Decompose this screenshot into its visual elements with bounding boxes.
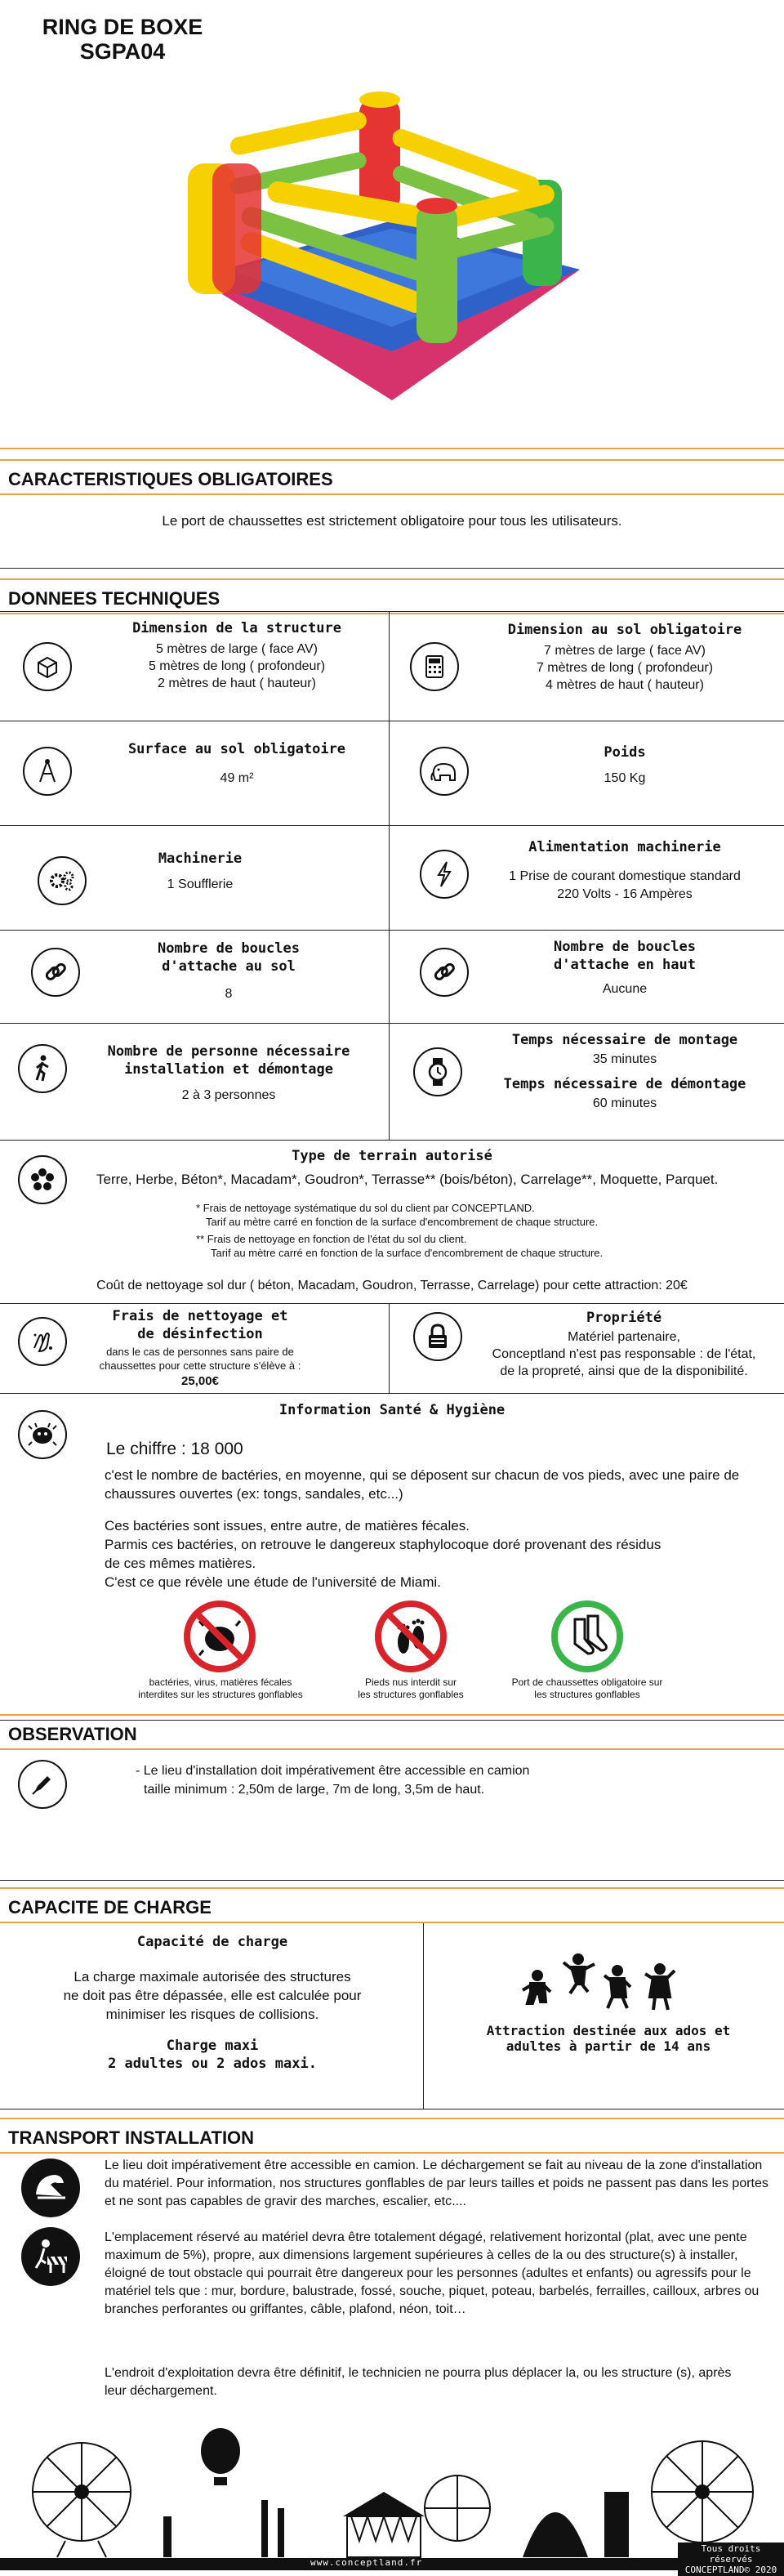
boxing-ring-image bbox=[180, 82, 588, 408]
caption-line: Port de chaussettes obligatoire sur bbox=[511, 1676, 663, 1688]
capacite-text: La charge maximale autorisée des structures bbox=[74, 1969, 351, 1984]
padlock-icon bbox=[413, 1312, 462, 1361]
sante-title: Information Santé & Hygiène bbox=[278, 1402, 506, 1418]
boucles-sol-value: 8 bbox=[225, 987, 233, 1001]
poids-value: 150 Kg bbox=[604, 771, 646, 785]
section-caracteristiques: CARACTERISTIQUES OBLIGATOIRES bbox=[0, 459, 784, 495]
dim-sol-line: 7 mètres de large ( face AV) bbox=[543, 644, 706, 658]
dim-structure-label: Dimension de la structure bbox=[132, 620, 341, 636]
transport-paragraph: L'endroit d'exploitation devra être définitif, le technicien ne pourra plus déplacer la, ou les structure (s), après leur déchargement. bbox=[105, 2366, 732, 2398]
chain-link-icon bbox=[31, 948, 80, 997]
observation-line: taille minimum : 2,50m de large, 7m de long, 3,5m de haut. bbox=[144, 1783, 485, 1797]
lightning-icon bbox=[420, 850, 469, 899]
personnes-value: 2 à 3 personnes bbox=[181, 1088, 276, 1102]
boucles-sol-label: Nombre de boucles bbox=[158, 940, 300, 957]
machinerie-cell bbox=[90, 850, 310, 894]
transport-paragraph: Le lieu doit impérativement être accessible en camion. Le déchargement se fait au niveau de la zone d'installation du matériel. Pour information, nos structures gonflables de par leurs tailles et poids ne passent pas dans les portes et ne sont pas capables de gravir des marches, escalier, etc.... bbox=[105, 2159, 768, 2208]
transport-obstacle-icon bbox=[21, 2227, 80, 2286]
poids-label: Poids bbox=[604, 744, 646, 761]
capacite-text: minimiser les risques de collisions. bbox=[105, 2007, 319, 2022]
dim-structure-line: 5 mètres de long ( profondeur) bbox=[148, 659, 326, 673]
surface-cell bbox=[90, 740, 384, 788]
machinerie-value: 1 Soufflerie bbox=[167, 877, 234, 891]
footer-site: www.conceptland.fr bbox=[310, 2557, 423, 2568]
bacteria-icon bbox=[18, 1410, 67, 1459]
observation-line: - Le lieu d'installation doit impérativement être accessible en camion bbox=[136, 1764, 530, 1778]
propriete-label: Propriété bbox=[586, 1310, 662, 1326]
section-donnees: DONNEES TECHNIQUES bbox=[0, 578, 784, 614]
machinerie-label: Machinerie bbox=[158, 850, 243, 867]
attraction-line: Attraction destinée aux ados et bbox=[486, 2023, 731, 2038]
boucles-haut-label: d'attache en haut bbox=[554, 957, 696, 973]
montage-label: Temps nécessaire de montage bbox=[511, 1032, 738, 1048]
walking-person-icon bbox=[18, 1044, 67, 1093]
hands-washing-icon bbox=[18, 1317, 67, 1366]
boucles-sol-cell bbox=[90, 940, 368, 1003]
elephant-weight-icon bbox=[420, 747, 469, 796]
frais-text: chaussettes pour cette structure s'élève à : bbox=[99, 1359, 301, 1372]
sante-line: de ces mêmes matières. bbox=[105, 1556, 256, 1571]
capacite-cell bbox=[16, 1933, 408, 2073]
frais-text: dans le cas de personnes sans paire de bbox=[106, 1346, 294, 1358]
terrain-list: Terre, Herbe, Béton*, Macadam*, Goudron*, Terrasse** (bois/béton), Carrelage**, Moquette, Parquet. bbox=[96, 1172, 719, 1187]
demontage-label: Temps nécessaire de démontage bbox=[503, 1076, 746, 1092]
personnes-label: installation et démontage bbox=[124, 1061, 333, 1078]
capacite-label: Capacité de charge bbox=[136, 1934, 288, 1950]
no-bacteria-sign-icon bbox=[183, 1600, 256, 1677]
section-capacite: CAPACITE DE CHARGE bbox=[0, 1887, 784, 1923]
capacite-maxi: Charge maxi bbox=[166, 2038, 259, 2054]
sante-icon-caption bbox=[489, 1676, 685, 1701]
gears-icon bbox=[38, 856, 87, 905]
row-divider bbox=[0, 930, 784, 931]
tech-divider bbox=[389, 611, 390, 1141]
caption-line: Pieds nus interdit sur bbox=[364, 1676, 457, 1688]
footer-rights-line: Tous droits réservés bbox=[701, 2543, 761, 2565]
demontage-value: 60 minutes bbox=[592, 1096, 657, 1110]
personnes-cell bbox=[82, 1042, 376, 1105]
watch-icon bbox=[413, 1047, 462, 1096]
row-divider bbox=[0, 825, 784, 826]
terrain-label: Type de terrain autorisé bbox=[292, 1148, 492, 1164]
socks-required-sign-icon bbox=[550, 1600, 624, 1677]
dim-structure-line: 5 mètres de large ( face AV) bbox=[155, 642, 318, 656]
boucles-haut-cell bbox=[474, 938, 776, 998]
frais-value: 25,00€ bbox=[181, 1374, 219, 1388]
sante-icon-caption bbox=[313, 1676, 509, 1701]
no-barefoot-sign-icon bbox=[374, 1600, 448, 1677]
alimentation-cell bbox=[474, 838, 776, 904]
sante-line: Parmis ces bactéries, on retrouve le dangereux staphylocoque doré provenant des résidus bbox=[105, 1537, 662, 1552]
chain-link-icon bbox=[420, 948, 469, 997]
boucles-sol-label: d'attache au sol bbox=[162, 958, 296, 975]
dim-sol-label: Dimension au sol obligatoire bbox=[507, 622, 742, 638]
surface-value: 49 m² bbox=[220, 771, 254, 785]
attraction-text bbox=[441, 2023, 776, 2054]
frais-divider bbox=[389, 1304, 390, 1394]
footer bbox=[0, 2418, 784, 2575]
propriete-text: de la propreté, ainsi que de la disponibilité. bbox=[500, 1364, 748, 1378]
sante-icon-caption bbox=[122, 1676, 318, 1701]
caracteristiques-text: Le port de chaussettes est strictement obligatoire pour tous les utilisateurs. bbox=[162, 513, 622, 529]
frais-label: Frais de nettoyage et bbox=[112, 1308, 288, 1324]
montage-cell bbox=[474, 1031, 776, 1113]
footer-rights-line: CONCEPTLAND© 2020 bbox=[684, 2565, 777, 2575]
calculator-icon bbox=[410, 642, 459, 691]
transport-person-icon bbox=[21, 2159, 80, 2217]
dim-sol-cell bbox=[474, 621, 776, 694]
dim-structure-cell bbox=[90, 619, 384, 692]
surface-label: Surface au sol obligatoire bbox=[127, 741, 346, 757]
pen-icon bbox=[18, 1760, 67, 1809]
caracteristiques-box bbox=[0, 495, 784, 569]
capacite-text: ne doit pas être dépassée, elle est calculée pour bbox=[63, 1988, 362, 2003]
dim-structure-line: 2 mètres de haut ( hauteur) bbox=[158, 676, 316, 690]
row-divider bbox=[0, 1023, 784, 1024]
propriete-text: Matériel partenaire, bbox=[568, 1330, 680, 1344]
observation-text bbox=[136, 1761, 756, 1799]
dim-sol-line: 7 mètres de long ( profondeur) bbox=[536, 661, 714, 675]
capacite-divider bbox=[423, 1923, 424, 2109]
frais-cell bbox=[74, 1307, 327, 1388]
sante-paragraph: c'est le nombre de bactéries, en moyenne, qui se déposent sur chacun de vos pieds, avec une paire de chaussures ouvertes (ex: tongs, sandales, etc...) bbox=[105, 1467, 740, 1502]
caption-line: les structures gonflables bbox=[358, 1689, 464, 1700]
terrain-cell bbox=[0, 1147, 784, 1165]
personnes-label: Nombre de personne nécessaire bbox=[107, 1043, 350, 1060]
title-line2: SGPA04 bbox=[79, 39, 166, 64]
fairground-skyline-illustration bbox=[0, 2418, 784, 2570]
terrain-note: ** Frais de nettoyage en fonction de l'état du sol du client. bbox=[196, 1233, 467, 1245]
alimentation-line: 220 Volts - 16 Ampères bbox=[557, 887, 693, 901]
caption-line: interdites sur les structures gonflables bbox=[138, 1689, 303, 1700]
capacite-maxi: 2 adultes ou 2 ados maxi. bbox=[108, 2056, 317, 2072]
terrain-notes bbox=[196, 1201, 686, 1260]
dim-sol-line: 4 mètres de haut ( hauteur) bbox=[546, 678, 704, 692]
terrain-note: Tarif au mètre carré en fonction de la surface d'encombrement de chaque structure. bbox=[206, 1216, 599, 1228]
section-observation: OBSERVATION bbox=[0, 1714, 784, 1750]
footer-rights bbox=[678, 2543, 784, 2576]
frais-label: de désinfection bbox=[137, 1326, 263, 1342]
terrain-cout: Coût de nettoyage sol dur ( béton, Macadam, Goudron, Terrasse, Carrelage) pour cette attraction: 20€ bbox=[96, 1279, 688, 1292]
caption-line: les structures gonflables bbox=[534, 1689, 640, 1700]
alimentation-line: 1 Prise de courant domestique standard bbox=[509, 869, 741, 883]
poids-cell bbox=[474, 743, 776, 788]
title-line1: RING DE BOXE bbox=[42, 15, 203, 39]
jumping-people-icon bbox=[519, 1951, 683, 2016]
section-transport: TRANSPORT INSTALLATION bbox=[0, 2118, 784, 2154]
boucles-haut-label: Nombre de boucles bbox=[554, 939, 696, 955]
sante-chiffre: Le chiffre : 18 000 bbox=[106, 1440, 243, 1458]
sante-line: C'est ce que révèle une étude de l'université de Miami. bbox=[105, 1574, 441, 1590]
montage-value: 35 minutes bbox=[592, 1052, 657, 1066]
propriete-text: Conceptland n'est pas responsable : de l'état, bbox=[492, 1347, 756, 1361]
propriete-cell bbox=[472, 1309, 776, 1380]
alimentation-label: Alimentation machinerie bbox=[528, 839, 721, 855]
caption-line: bactéries, virus, matières fécales bbox=[149, 1676, 292, 1688]
boucles-haut-value: Aucune bbox=[602, 982, 648, 996]
compass-icon bbox=[23, 747, 72, 796]
transport-paragraph: L'emplacement réservé au matériel devra être totalement dégagé, relativement horizontal (plat, avec une pente maximum de 5%), propre, aux dimensions largement supérieures à celles de la ou des structure(s) à installer, éloigné de tout obstacle qui pourrait être dangereux pour les personnes (adultes et enfants) ou agressifs pour le matériel tels que : mur, bordure, balustrade, fossé, souche, piquet, poteau, barbelés, ferrailles, cailloux, arbres ou branches perforantes ou griffantes, câble, plafond, néon, toit… bbox=[105, 2230, 760, 2316]
terrain-note: Tarif au mètre carré en fonction de la surface d'encombrement de chaque structure. bbox=[211, 1247, 604, 1259]
header bbox=[0, 0, 784, 449]
terrain-note: * Frais de nettoyage systématique du sol du client par CONCEPTLAND. bbox=[196, 1202, 535, 1214]
cube-dimension-icon bbox=[23, 642, 72, 691]
product-title bbox=[33, 15, 212, 64]
attraction-line: adultes à partir de 14 ans bbox=[506, 2038, 711, 2054]
sante-line: Ces bactéries sont issues, entre autre, de matières fécales. bbox=[105, 1518, 470, 1534]
sante-paragraph-2 bbox=[105, 1516, 766, 1592]
